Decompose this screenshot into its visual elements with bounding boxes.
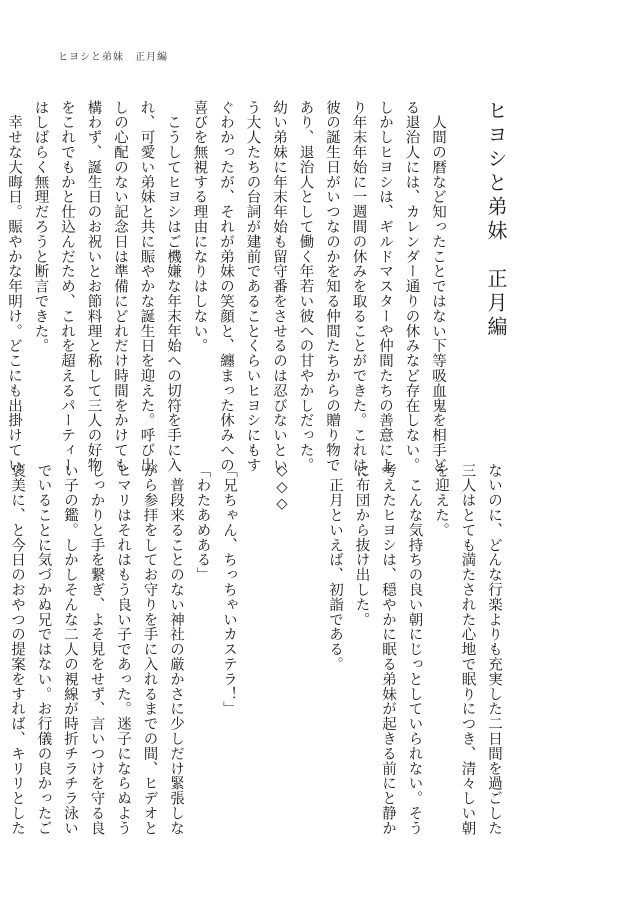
text-column: ぐわかったが、それが弟妹の笑顔と、纏まった休みへの bbox=[218, 100, 234, 473]
text-column: こんな気持ちの良い朝にじっとしていられない。そう bbox=[406, 463, 423, 836]
text-column: しの心配のない記念日は準備にどれだけ時間をかけても bbox=[112, 100, 128, 473]
text-column: り年末年始に一週間の休みを取ることができた。これは、 bbox=[350, 100, 367, 488]
text-column: を迎えた。 bbox=[433, 463, 449, 538]
text-column: 幼い弟妹に年末年始も留守番をさせるのは忍びないとい bbox=[271, 100, 287, 473]
text-column: に布団から抜け出した。 bbox=[353, 463, 370, 627]
text-column: ないのに、どんな行楽よりも充実した二日間を過ごした bbox=[486, 463, 502, 836]
text-column: をこれでもかと仕込んだため、これを超えるパーティー bbox=[59, 100, 75, 473]
upper-text-block bbox=[1, 100, 452, 488]
text-column: 普段来ることのない神社の厳かさに少しだけ緊張しな bbox=[168, 463, 184, 836]
text-column: がら参拝をしてお守りを手に入れるまでの間、ヒデオと bbox=[141, 463, 158, 836]
text-column: 褒美に、と今日のおやつの提案をすれば、キリリとした bbox=[9, 463, 25, 836]
text-column: ヒマリはそれはもう良い子であった。迷子にならぬよう bbox=[115, 463, 131, 836]
text-column: 喜びを無視する理由になりはしない。 bbox=[191, 100, 208, 354]
text-column: 幸せな大晦日。賑やかな年明け。どこにも出掛けてい bbox=[6, 100, 22, 473]
text-column: う大人たちの台詞が建前であることくらいヒヨシにもす bbox=[244, 100, 261, 473]
text-column: こうしてヒヨシはご機嫌な年末年始への切符を手に入 bbox=[165, 100, 181, 473]
text-column: しっかりと手を繋ぎ、よそ見をせず、言いつけを守る良 bbox=[88, 463, 105, 836]
text-column: でいることに気づかぬ兄ではない。お行儀の良かったご bbox=[35, 463, 52, 836]
text-column: れ、可愛い弟妹と共に賑やかな誕生日を迎えた。呼び出 bbox=[138, 100, 155, 473]
text-column bbox=[295, 463, 322, 841]
text-column: 考えたヒヨシは、穏やかに眠る弟妹が起きる前にと静か bbox=[380, 463, 396, 836]
running-header: ヒヨシと弟妹 正月編 bbox=[58, 52, 168, 63]
text-column: はしばらく無理だろうと断言できた。 bbox=[32, 100, 49, 354]
text-column: あり、退治人として働く年若い彼への甘やかしだった。 bbox=[297, 100, 314, 473]
text-column: 「わたあめある」 bbox=[194, 463, 211, 583]
text-column: ◇◇◇ bbox=[274, 463, 290, 513]
text-column: 人間の暦など知ったことではない下等吸血鬼を相手ど bbox=[430, 100, 446, 473]
lower-text-block bbox=[0, 463, 507, 841]
text-column: い子の鑑。しかしそんな二人の視線が時折チラチラ泳い bbox=[62, 463, 78, 836]
text-column: 三人はとても満たされた心地で眠りにつき、清々しい朝 bbox=[459, 463, 476, 836]
text-column bbox=[0, 463, 4, 841]
text-column: しかしヒヨシは、ギルドマスターや仲間たちの善意によ bbox=[377, 100, 393, 473]
text-column: 彼の誕生日がいつなのかを知る仲間たちからの贈り物で bbox=[324, 100, 340, 473]
text-column: る退治人には、カレンダー通りの休みなど存在しない。 bbox=[403, 100, 420, 473]
text-column: 構わず、誕生日のお祝いとお節料理と称して三人の好物 bbox=[85, 100, 102, 473]
story-title: ヒヨシと弟妹 正月編 bbox=[484, 100, 508, 340]
text-column bbox=[242, 463, 269, 841]
text-column: 正月といえば、初詣である。 bbox=[327, 463, 343, 672]
text-column: 「兄ちゃん、ちっちゃいカステラ！」 bbox=[221, 463, 237, 717]
